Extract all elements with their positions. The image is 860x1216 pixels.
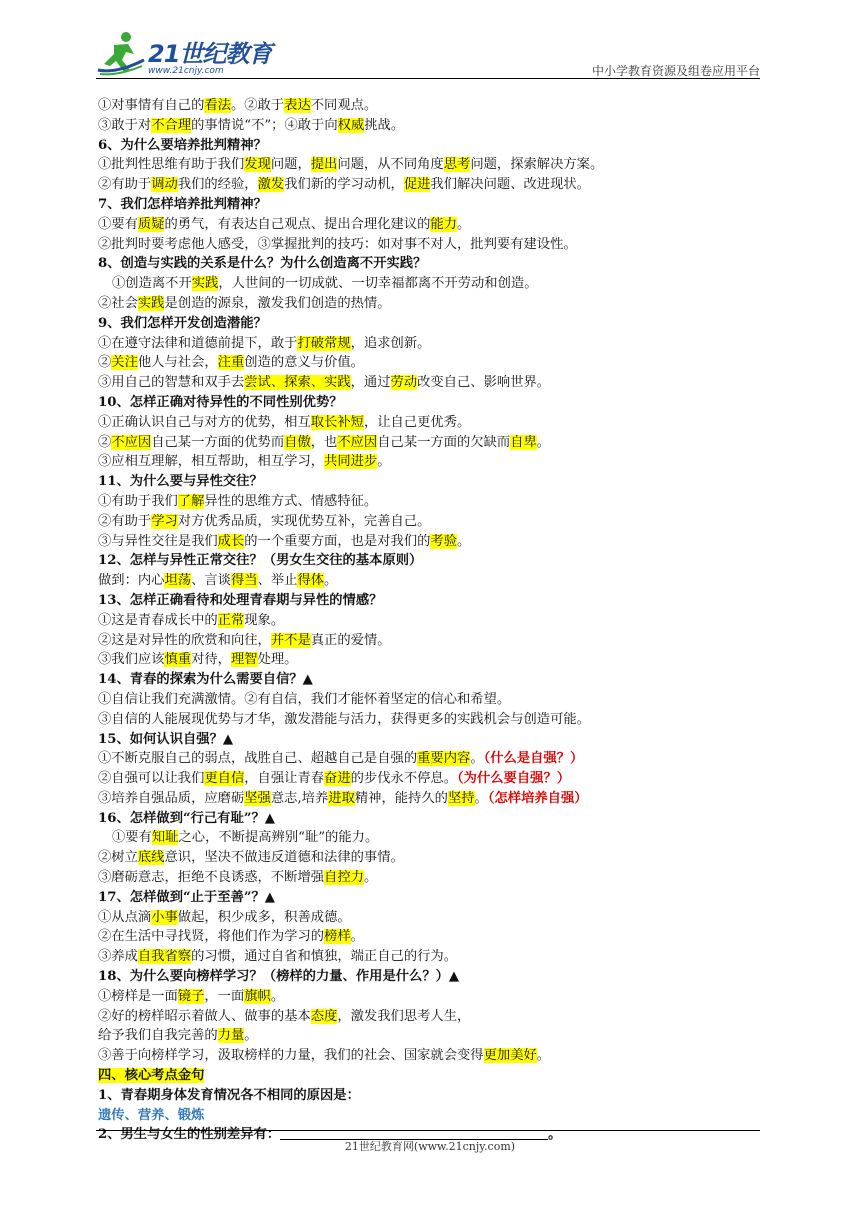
highlighted-keyword: 四、核心考点金句 <box>98 1068 205 1084</box>
text-segment: 。 <box>457 216 471 232</box>
text-line <box>98 868 738 888</box>
highlighted-keyword: 底线 <box>137 850 165 866</box>
question-heading <box>98 314 738 334</box>
logo-title: 21世纪教育 <box>148 40 272 68</box>
page-header <box>96 30 760 78</box>
highlighted-keyword: 自我省察 <box>137 949 192 965</box>
text-line <box>98 175 738 195</box>
text-segment: ②自强可以让我们 <box>98 771 205 787</box>
text-segment: ，激发我们思考人生， <box>337 1008 471 1024</box>
text-segment: 。 <box>536 434 551 450</box>
highlighted-keyword: 自卑 <box>510 434 537 450</box>
text-line <box>98 710 738 730</box>
highlighted-keyword: 思考 <box>443 157 471 173</box>
question-heading <box>98 670 738 690</box>
text-segment: 15、如何认识自强？▲ <box>98 731 234 747</box>
highlighted-keyword: 注重 <box>217 355 245 371</box>
text-segment: 。 <box>270 988 285 1004</box>
text-segment: 我们的经验， <box>177 177 258 193</box>
text-segment: ②这是对异性的欣赏和向往， <box>98 632 271 648</box>
highlighted-keyword: 学习 <box>151 513 178 529</box>
text-line <box>98 235 738 255</box>
text-segment: 8、创造与实践的关系是什么？为什么创造离不开实践？ <box>98 256 427 272</box>
highlighted-keyword: 榜样 <box>324 929 351 945</box>
text-segment: ③培养自强品质，应磨砺 <box>98 790 245 806</box>
text-segment: ②有助于 <box>98 513 152 529</box>
text-line <box>98 116 738 136</box>
page-footer: 21世纪教育网(www.21cnjy.com) <box>344 1140 516 1153</box>
text-line <box>98 789 738 809</box>
text-segment: 、举止 <box>257 573 298 589</box>
text-line <box>98 927 738 947</box>
text-segment: ①自信让我们充满激情。②有自信，我们才能怀着坚定的信心和希望。 <box>98 691 511 707</box>
highlighted-keyword: 更自信 <box>204 771 245 787</box>
highlighted-keyword: 小事 <box>151 909 178 925</box>
highlighted-keyword: 自傲 <box>284 434 311 450</box>
text-segment: ①榜样是一面 <box>98 988 178 1004</box>
red-annotation: （什么是自强？） <box>483 751 584 767</box>
text-line <box>98 631 738 651</box>
text-segment: 对待， <box>191 652 231 668</box>
text-line <box>98 512 738 532</box>
text-line <box>98 828 738 848</box>
text-segment: 13、怎样正确看待和处理青春期与异性的情感？ <box>98 592 383 608</box>
red-annotation: （为什么要自强？） <box>457 771 571 787</box>
text-segment: 7、我们怎样培养批判精神？ <box>98 196 267 212</box>
text-line <box>98 769 738 789</box>
highlighted-keyword: 看法 <box>204 98 231 113</box>
text-segment: 他人与社会， <box>137 355 218 371</box>
text-segment: 。 <box>470 751 484 767</box>
text-segment: 给予我们自我完善的 <box>98 1028 218 1044</box>
text-segment: ，让自己更优秀。 <box>363 414 471 430</box>
text-segment: 问题， <box>270 157 311 173</box>
text-line <box>98 215 738 235</box>
red-annotation: （怎样培养自强） <box>487 790 588 806</box>
highlighted-keyword: 共同进步 <box>324 454 378 470</box>
text-segment: ②好的榜样昭示着做人、做事的基本 <box>98 1008 311 1024</box>
text-segment: 的习惯，通过自省和慎独，端正自己的行为。 <box>191 949 458 965</box>
platform-name: 中小学教育资源及组卷应用平台 <box>591 64 760 78</box>
text-segment: ①不断克服自己的弱点，战胜自己、超越自己是自强的 <box>98 751 418 767</box>
highlighted-keyword: 关注 <box>111 355 138 371</box>
text-segment: 改变自己、影响世界。 <box>417 375 551 391</box>
text-segment: ①这是青春成长中的 <box>98 612 218 628</box>
text-segment: ③应相互理解，相互帮助，相互学习， <box>98 454 325 470</box>
text-line <box>98 1007 738 1027</box>
text-segment: 。 <box>363 870 378 886</box>
text-segment: 对方优秀品质，实现优势互补，完善自己。 <box>177 513 431 529</box>
question-heading <box>98 730 738 750</box>
highlighted-keyword: 自控力 <box>324 870 364 886</box>
text-segment: 。 <box>474 790 488 806</box>
text-line <box>98 987 738 1007</box>
highlighted-keyword: 表达 <box>284 98 311 113</box>
text-segment: ，通过 <box>350 375 391 391</box>
text-segment: ①创造离不开 <box>112 276 192 292</box>
text-segment: 问题，从不同角度 <box>337 157 444 173</box>
text-segment: 的步伐永不停息。 <box>350 771 458 787</box>
question-heading <box>98 254 738 274</box>
highlighted-keyword: 坦荡 <box>164 573 192 589</box>
highlighted-keyword: 坚强 <box>244 790 271 806</box>
highlighted-keyword: 旗帜 <box>244 988 271 1004</box>
text-segment: 做到：内心 <box>98 573 165 589</box>
text-line <box>98 908 738 928</box>
text-line <box>98 947 738 967</box>
highlighted-keyword: 得当 <box>230 573 258 589</box>
text-segment: ，也 <box>310 434 338 450</box>
text-segment: 不同观点。 <box>310 98 378 113</box>
highlighted-keyword: 并不是 <box>270 632 311 648</box>
highlighted-keyword: 了解 <box>177 493 205 509</box>
highlighted-keyword: 知耻 <box>151 830 179 846</box>
text-line <box>98 452 738 472</box>
text-segment: ，自强让青春 <box>244 771 325 787</box>
text-segment: ②批判时要考虑他人感受，③掌握批判的技巧：如对事不对人，批判要有建设性。 <box>98 236 577 252</box>
highlighted-keyword: 奋进 <box>324 771 351 787</box>
text-segment: 自己某一方面的欠缺而 <box>377 434 511 450</box>
highlighted-keyword: 尝试、探索、实践 <box>244 375 351 391</box>
highlighted-keyword: 劳动 <box>390 375 418 391</box>
text-segment: 遗传、营养、锻炼 <box>98 1107 205 1123</box>
question-heading <box>98 967 738 987</box>
text-line <box>98 492 738 512</box>
text-line <box>98 1046 738 1066</box>
text-segment: ③用自己的智慧和双手去 <box>98 375 245 391</box>
highlighted-keyword: 重要内容 <box>417 751 471 767</box>
highlighted-keyword: 不应因 <box>337 434 378 450</box>
highlighted-keyword: 考验 <box>430 533 458 549</box>
question-heading <box>98 195 738 215</box>
text-line <box>98 353 738 373</box>
highlighted-keyword: 取长补短 <box>310 414 364 430</box>
text-segment: 处理。 <box>257 652 298 668</box>
text-segment: ①对事情有自己的 <box>98 98 205 113</box>
question-heading <box>98 1066 738 1086</box>
text-segment: 2、男生与女生的性别差异有： <box>98 1127 281 1143</box>
highlighted-keyword: 调动 <box>151 177 178 193</box>
highlighted-keyword: 正常 <box>217 612 245 628</box>
text-segment: 的勇气，有表达自己观点、提出合理化建议的 <box>164 216 431 232</box>
text-segment: 意志,培养 <box>270 790 329 806</box>
text-segment: ①正确认识自己与对方的优势，相互 <box>98 414 311 430</box>
text-segment: 1、青春期身体发育情况各不相同的原因是： <box>98 1087 360 1103</box>
document-body <box>98 96 738 1145</box>
highlighted-keyword: 成长 <box>217 533 245 549</box>
text-segment: 的事情说“不”；④敢于向 <box>191 117 338 133</box>
text-segment: ①从点滴 <box>98 909 152 925</box>
text-segment: ②树立 <box>98 850 138 866</box>
highlighted-keyword: 实践 <box>191 276 219 292</box>
question-heading <box>98 472 738 492</box>
text-segment: ②社会 <box>98 295 138 311</box>
text-segment: 是创造的源泉，激发我们创造的热情。 <box>164 295 391 311</box>
highlighted-keyword: 得体 <box>297 573 325 589</box>
text-segment: ①批判性思维有助于我们 <box>98 157 245 173</box>
text-segment: 问题，探索解决方案。 <box>470 157 604 173</box>
text-line <box>98 433 738 453</box>
text-segment: 我们新的学习动机， <box>284 177 404 193</box>
question-heading <box>98 888 738 908</box>
text-segment: ①有助于我们 <box>98 493 178 509</box>
text-segment: ③磨砺意志，拒绝不良诱惑，不断增强 <box>98 870 325 886</box>
question-heading <box>98 136 738 156</box>
highlighted-keyword: 权威 <box>337 117 365 133</box>
text-segment: ③与异性交往是我们 <box>98 533 218 549</box>
text-segment: 现象。 <box>244 612 285 628</box>
text-segment: ②在生活中寻找贤，将他们作为学习的 <box>98 929 325 945</box>
text-line <box>98 532 738 552</box>
highlighted-keyword: 实践 <box>137 295 165 311</box>
text-segment: ③自信的人能展现优势与才华，激发潜能与活力，获得更多的实践机会与创造可能。 <box>98 711 590 727</box>
text-line <box>98 1026 738 1046</box>
text-segment: 意识，坚决不做违反道德和法律的事情。 <box>164 850 404 866</box>
text-segment: ①要有 <box>112 830 152 846</box>
highlighted-keyword: 质疑 <box>137 216 165 232</box>
text-segment: 。 <box>350 929 364 945</box>
footer-divider <box>96 1130 760 1131</box>
highlighted-keyword: 发现 <box>244 157 271 173</box>
question-heading <box>98 1086 738 1106</box>
text-segment: 9、我们怎样开发创造潜能？ <box>98 315 267 331</box>
text-segment: 挑战。 <box>364 117 405 133</box>
text-segment: ①要有 <box>98 216 138 232</box>
text-segment: 11、为什么要与异性交往？ <box>98 474 263 490</box>
text-segment: 我们解决问题、改进现状。 <box>430 177 590 193</box>
highlighted-keyword: 理智 <box>230 652 258 668</box>
text-line <box>98 571 738 591</box>
text-line <box>98 274 738 294</box>
text-segment: ② <box>98 434 112 450</box>
highlighted-keyword: 能力 <box>430 216 458 232</box>
highlighted-keyword: 促进 <box>403 177 431 193</box>
text-segment: 的一个重要方面，也是对我们的 <box>244 533 431 549</box>
text-line <box>98 611 738 631</box>
text-segment: ，人世间的一切成就、一切幸福都离不开劳动和创造。 <box>218 276 538 292</box>
text-segment: ③敢于对 <box>98 117 152 133</box>
text-line <box>98 294 738 314</box>
text-segment: 18、为什么要向榜样学习？（榜样的力量、作用是什么？）▲ <box>98 969 460 985</box>
highlighted-keyword: 力量 <box>217 1028 245 1044</box>
header-divider <box>96 78 760 79</box>
text-segment: 、言谈 <box>191 573 231 589</box>
text-segment: 。②敢于 <box>230 98 285 113</box>
logo-url: www.21cnjy.com <box>148 66 224 76</box>
text-line <box>98 1106 738 1126</box>
text-segment: ② <box>98 355 112 371</box>
text-segment: ③善于向榜样学习，汲取榜样的力量，我们的社会、国家就会变得 <box>98 1048 484 1064</box>
text-segment: 17、怎样做到“止于至善”？▲ <box>98 889 275 905</box>
highlighted-keyword: 激发 <box>257 177 285 193</box>
text-line <box>98 334 738 354</box>
text-line <box>98 373 738 393</box>
text-line <box>98 155 738 175</box>
text-segment: 。 <box>244 1028 258 1044</box>
question-heading <box>98 393 738 413</box>
text-segment: 创造的意义与价值。 <box>244 355 364 371</box>
highlighted-keyword: 更加美好 <box>483 1048 537 1064</box>
text-segment: 12、怎样与异性正常交往？（男女生交往的基本原则） <box>98 553 423 569</box>
highlighted-keyword: 态度 <box>310 1008 338 1024</box>
text-segment: 异性的思维方式、情感特征。 <box>204 493 378 509</box>
highlighted-keyword: 进取 <box>328 790 355 806</box>
question-heading <box>98 591 738 611</box>
highlighted-keyword: 镜子 <box>177 988 205 1004</box>
text-segment: 。 <box>548 1127 562 1143</box>
highlighted-keyword: 慎重 <box>164 652 192 668</box>
site-logo <box>96 30 271 76</box>
runner-logo-icon <box>96 30 146 76</box>
text-segment: ③养成 <box>98 949 138 965</box>
text-segment: 真正的爱情。 <box>310 632 391 648</box>
text-segment: 14、青春的探索为什么需要自信？▲ <box>98 672 313 688</box>
text-segment: 6、为什么要培养批判精神？ <box>98 137 267 153</box>
text-line <box>98 690 738 710</box>
question-heading <box>98 551 738 571</box>
question-heading <box>98 809 738 829</box>
text-segment: ③我们应该 <box>98 652 165 668</box>
text-segment: 自己某一方面的优势而 <box>151 434 285 450</box>
text-line <box>98 749 738 769</box>
text-line <box>98 848 738 868</box>
text-segment: 。 <box>536 1048 551 1064</box>
highlighted-keyword: 打破常规 <box>297 335 351 351</box>
text-segment: 做起，积少成多，积善成德。 <box>177 909 351 925</box>
text-segment: 精神，能持久的 <box>354 790 448 806</box>
text-segment: 。 <box>377 454 391 470</box>
text-segment: 之心，不断提高辨别“耻”的能力。 <box>178 830 379 846</box>
text-segment: ①在遵守法律和道德前提下，敢于 <box>98 335 298 351</box>
highlighted-keyword: 不应因 <box>111 434 152 450</box>
text-segment: 10、怎样正确对待异性的不同性别优势？ <box>98 394 343 410</box>
highlighted-keyword: 坚持 <box>447 790 475 806</box>
text-segment: ②有助于 <box>98 177 152 193</box>
text-line <box>98 413 738 433</box>
highlighted-keyword: 提出 <box>310 157 338 173</box>
text-line <box>98 650 738 670</box>
text-segment: 16、怎样做到“行己有耻”？▲ <box>98 810 275 826</box>
text-line <box>98 96 738 116</box>
text-segment: 。 <box>457 533 471 549</box>
text-segment: ，追求创新。 <box>350 335 431 351</box>
highlighted-keyword: 不合理 <box>151 117 192 133</box>
text-segment: ，一面 <box>204 988 245 1004</box>
text-segment: 。 <box>324 573 338 589</box>
